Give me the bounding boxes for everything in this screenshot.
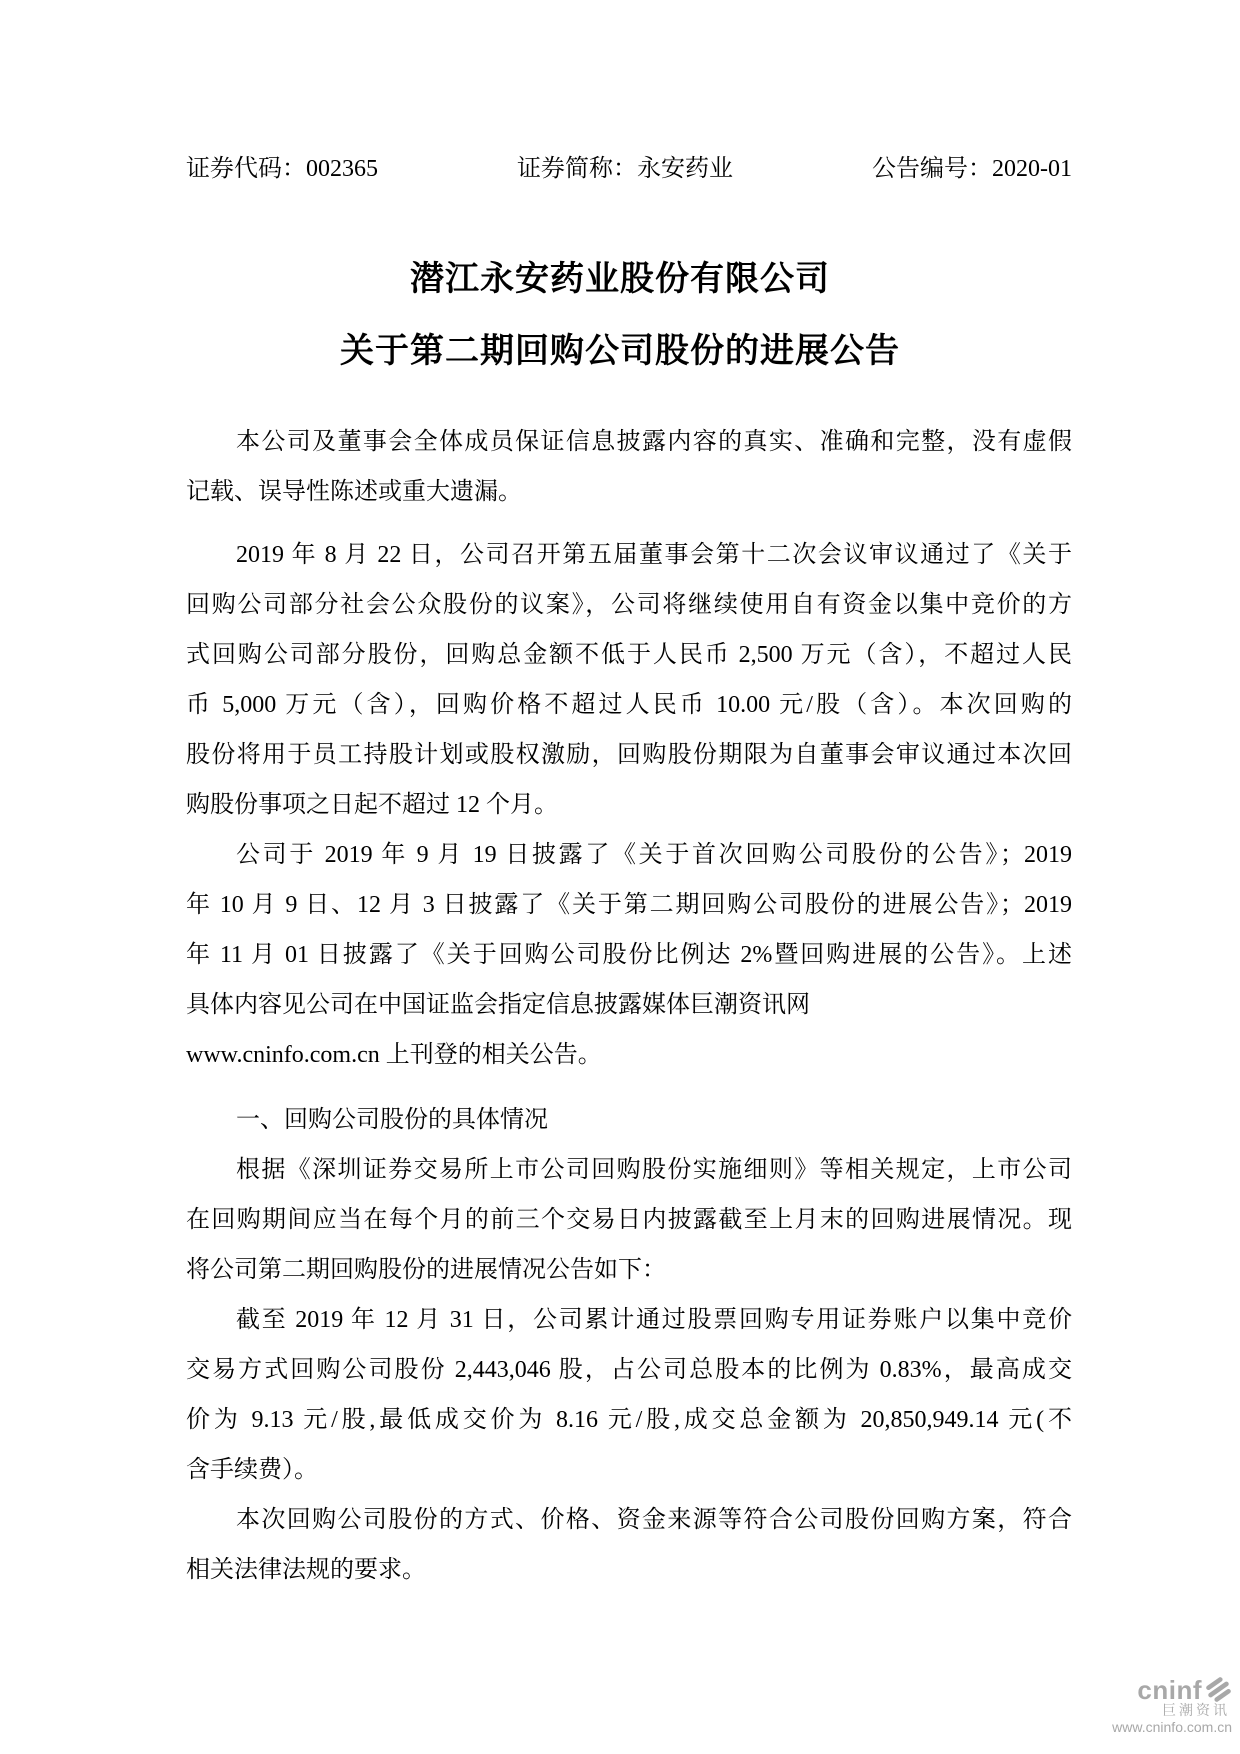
text-line: 一、回购公司股份的具体情况	[236, 1107, 548, 1133]
text-line: 购股份事项之日起不超过 12 个月。	[186, 792, 558, 818]
text-line: 年 10 月 9 日、12 月 3 日披露了《关于第二期回购公司股份的进展公告》；2019	[186, 892, 1072, 918]
text-line: 本次回购公司股份的方式、价格、资金来源等符合公司股份回购方案，符合	[236, 1507, 1072, 1533]
text-line: 根据《深圳证券交易所上市公司回购股份实施细则》等相关规定，上市公司	[236, 1157, 1072, 1183]
cninfo-swirl-icon	[1205, 1677, 1232, 1702]
announcement-title: 关于第二期回购公司股份的进展公告	[340, 332, 900, 370]
cninfo-subtitle: 巨潮资讯	[1162, 1702, 1230, 1718]
paragraph-prior-disclosures	[186, 830, 1072, 1080]
text-line: 价为 9.13 元/股,最低成交价为 8.16 元/股,成交总金额为 20,850,949.14 元(不	[186, 1407, 1072, 1433]
text-line: 记载、误导性陈述或重大遗漏。	[186, 479, 522, 505]
paragraph-regulation-basis	[186, 1145, 1072, 1295]
company-title: 潜江永安药业股份有限公司	[410, 260, 830, 298]
text-line: 交易方式回购公司股份 2,443,046 股，占公司总股本的比例为 0.83%，最高成交	[186, 1357, 1072, 1383]
text-line: 2019 年 8 月 22 日，公司召开第五届董事会第十二次会议审议通过了《关于	[236, 542, 1072, 568]
text-line: 本公司及董事会全体成员保证信息披露内容的真实、准确和完整，没有虚假	[236, 429, 1072, 455]
paragraph-compliance	[186, 1495, 1072, 1595]
text-line: 回购公司部分社会公众股份的议案》，公司将继续使用自有资金以集中竞价的方	[186, 592, 1072, 618]
cninfo-watermark	[1112, 1674, 1232, 1736]
text-line: 具体内容见公司在中国证监会指定信息披露媒体巨潮资讯网	[186, 992, 810, 1018]
text-line: 式回购公司部分股份，回购总金额不低于人民币 2,500 万元（含），不超过人民	[186, 642, 1072, 668]
stock-code: 证券代码：002365	[186, 156, 378, 182]
text-line: 截至 2019 年 12 月 31 日，公司累计通过股票回购专用证券账户以集中竞价	[236, 1307, 1072, 1333]
cninfo-url: www.cninfo.com.cn	[1112, 1719, 1232, 1735]
text-line: 将公司第二期回购股份的进展情况公告如下：	[186, 1257, 666, 1283]
cninfo-brand-row	[1112, 1674, 1232, 1705]
text-line: 含手续费）。	[186, 1457, 318, 1483]
text-line: 在回购期间应当在每个月的前三个交易日内披露截至上月末的回购进展情况。现	[186, 1207, 1072, 1233]
text-line: 年 11 月 01 日披露了《关于回购公司股份比例达 2%暨回购进展的公告》。上述	[186, 942, 1072, 968]
paragraph-disclaimer	[186, 417, 1072, 517]
paragraph-section-heading	[186, 1095, 1072, 1145]
document-body	[186, 417, 1072, 1595]
text-line: 公司于 2019 年 9 月 19 日披露了《关于首次回购公司股份的公告》；2019	[236, 842, 1072, 868]
cninfo-brand-text: cninf	[1137, 1674, 1202, 1705]
paragraph-repurchase-progress	[186, 1295, 1072, 1495]
text-line: www.cninfo.com.cn 上刊登的相关公告。	[186, 1042, 602, 1068]
announcement-number: 公告编号：2020-01	[872, 156, 1072, 182]
paragraph-board-resolution	[186, 530, 1072, 830]
text-line: 股份将用于员工持股计划或股权激励，回购股份期限为自董事会审议通过本次回	[186, 742, 1072, 768]
document-header	[186, 152, 1072, 186]
text-line: 相关法律法规的要求。	[186, 1557, 426, 1583]
text-line: 币 5,000 万元（含），回购价格不超过人民币 10.00 元/股（含）。本次回购的	[186, 692, 1072, 718]
stock-name: 证券简称：永安药业	[517, 156, 733, 182]
